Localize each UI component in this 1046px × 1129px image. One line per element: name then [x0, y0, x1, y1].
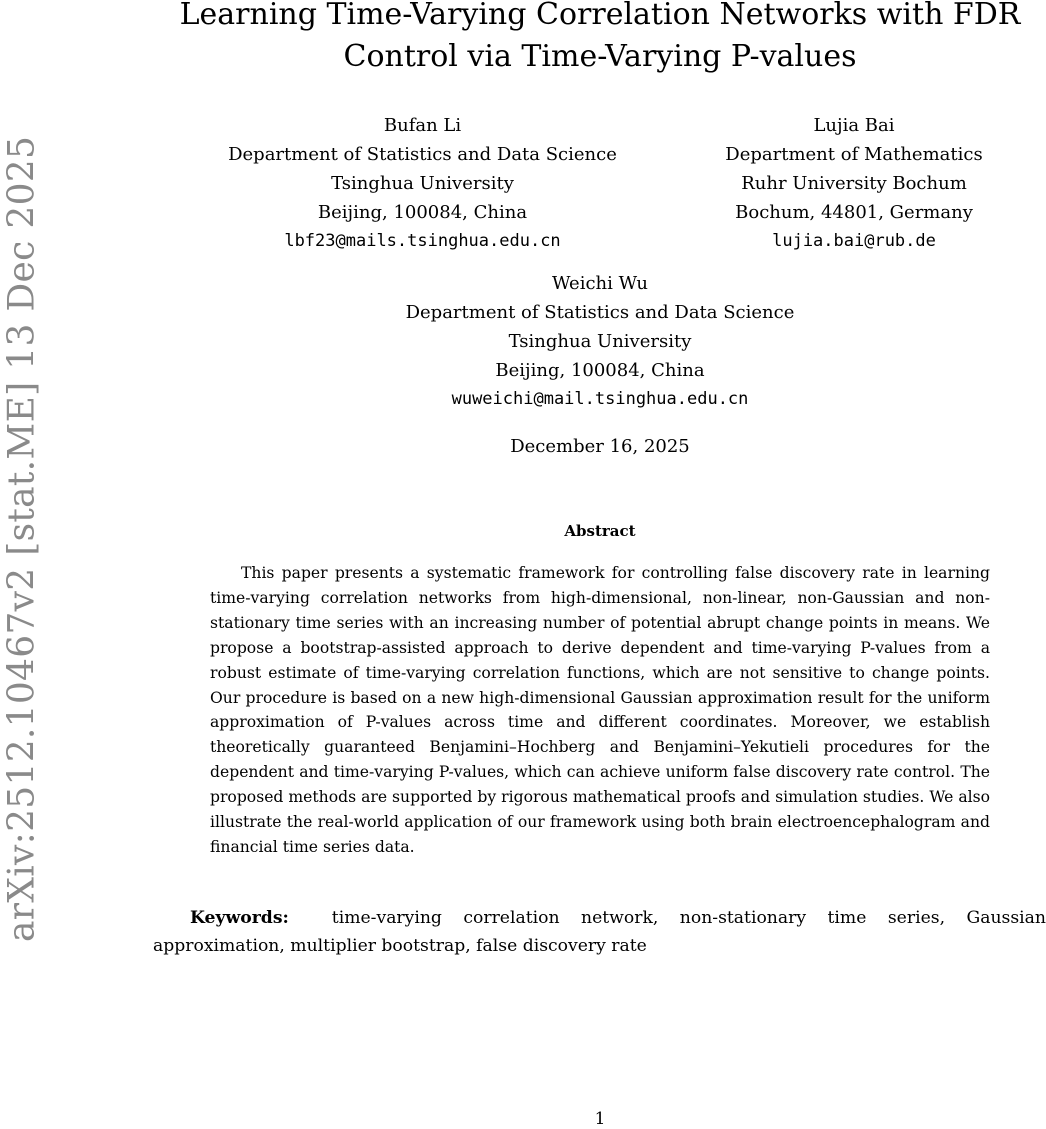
paper-title-line-1: Learning Time-Varying Correlation Networks with FDR: [179, 0, 1021, 32]
keywords-text: time-varying correlation network, non-stationary time series, Gaussian approximation, multiplier bootstrap, false discovery rate: [153, 908, 1046, 956]
keywords-paragraph: [153, 904, 1046, 960]
author-department: Department of Statistics and Data Science: [405, 302, 795, 323]
author-email: wuweichi@mail.tsinghua.edu.cn: [451, 389, 749, 409]
keywords-label: Keywords:: [190, 908, 289, 928]
paper-title: [150, 0, 1046, 78]
author-name: Lujia Bai: [813, 115, 895, 136]
author-address: Beijing, 100084, China: [495, 360, 705, 381]
page-number: 1: [594, 1109, 606, 1129]
author-block-3: [360, 269, 840, 414]
abstract-heading: Abstract: [564, 522, 636, 540]
author-department: Department of Statistics and Data Science: [228, 144, 617, 165]
author-institution: Ruhr University Bochum: [741, 173, 967, 194]
paper-title-line-2: Control via Time-Varying P-values: [343, 39, 857, 74]
author-name: Bufan Li: [383, 115, 462, 136]
arxiv-identifier-stamp: arXiv:2512.10467v2 [stat.ME] 13 Dec 2025: [1, 135, 43, 943]
author-institution: Tsinghua University: [331, 173, 514, 194]
author-address: Beijing, 100084, China: [317, 202, 528, 223]
author-email: lbf23@mails.tsinghua.edu.cn: [284, 231, 561, 251]
publication-date: December 16, 2025: [510, 436, 690, 457]
author-block-2: [693, 111, 1015, 256]
author-institution: Tsinghua University: [508, 331, 692, 352]
author-department: Department of Mathematics: [725, 144, 983, 165]
author-address: Bochum, 44801, Germany: [735, 202, 973, 223]
author-block-1: [185, 111, 660, 256]
abstract-text: This paper presents a systematic framework for controlling false discovery rate in learning time-varying correlation networks from high-dimensional, non-linear, non-Gaussian and non-stationary time series with an increasing number of potential abrupt change points in means. We propose a bootstrap-assisted approach to derive dependent and time-varying P-values from a robust estimate of time-varying correlation functions, which are not sensitive to change points. Our procedure is based on a new high-dimensional Gaussian approximation result for the uniform approximation of P-values across time and different coordinates. Moreover, we establish theoretically guaranteed Benjamini–Hochberg and Benjamini–Yekutieli procedures for the dependent and time-varying P-values, which can achieve uniform false discovery rate control. The proposed methods are supported by rigorous mathematical proofs and simulation studies. We also illustrate the real-world application of our framework using both brain electroencephalogram and financial time series data.: [210, 564, 990, 856]
author-name: Weichi Wu: [552, 273, 648, 294]
author-email: lujia.bai@rub.de: [772, 231, 936, 251]
